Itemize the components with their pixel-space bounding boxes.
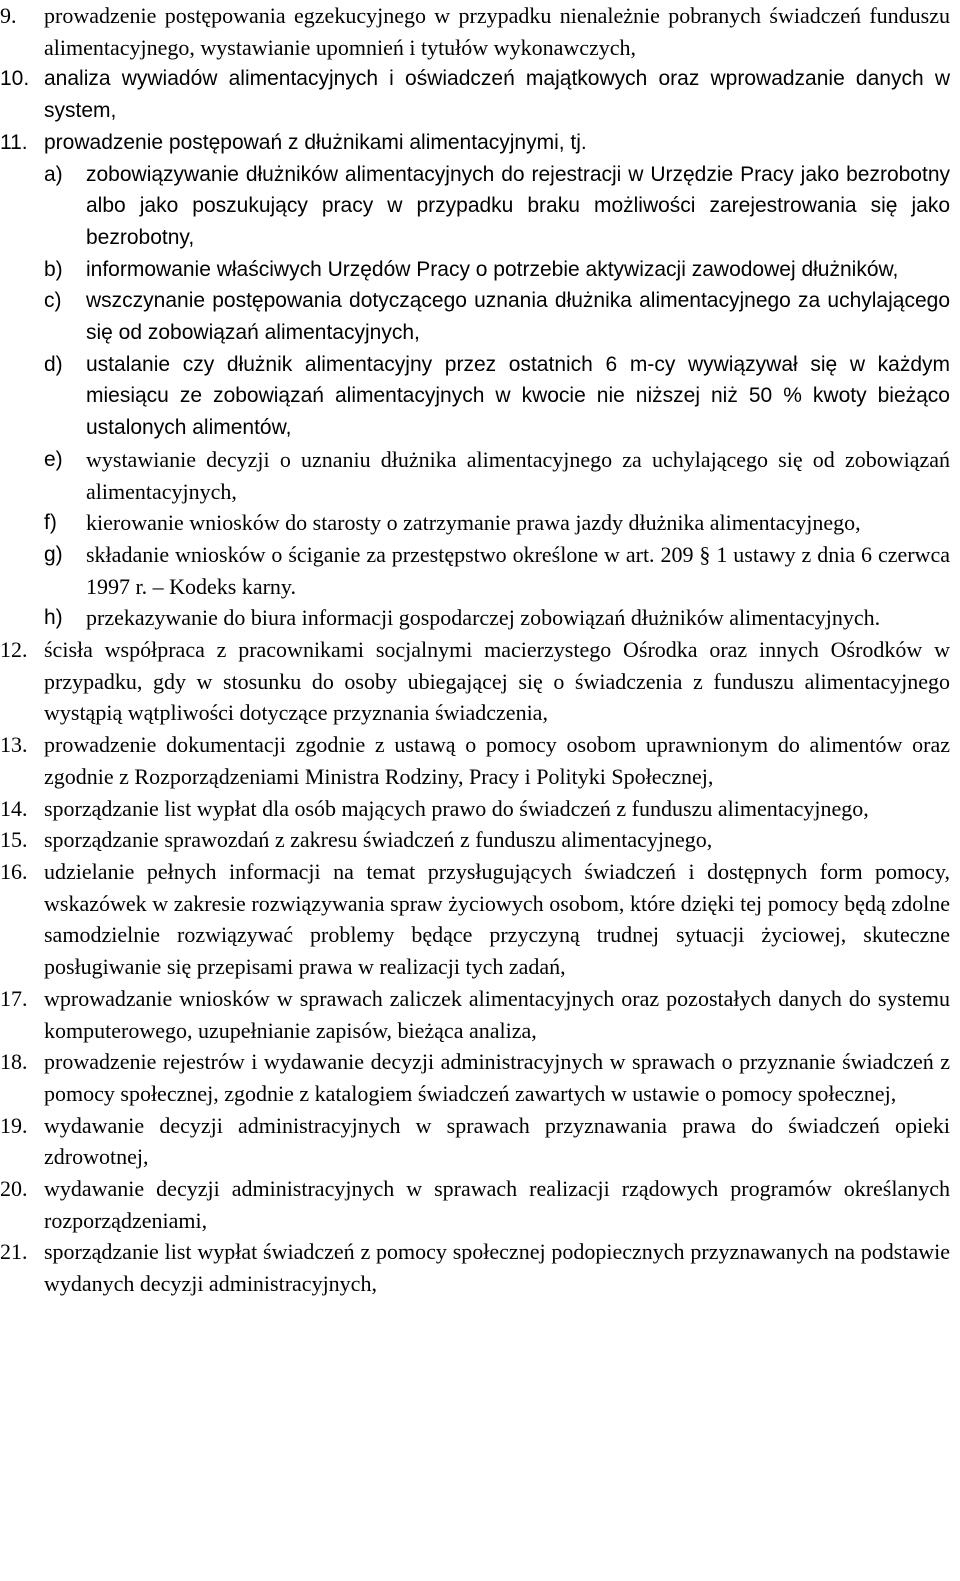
item-text: sporządzanie list wypłat świadczeń z pomocy społecznej podopiecznych przyznawanych na podstawie wydanych decyzji administracyjnych, <box>44 1239 950 1297</box>
item-text: wydawanie decyzji administracyjnych w sprawach realizacji rządowych programów określanych rozporządzeniami, <box>44 1176 950 1233</box>
item-text: prowadzenie rejestrów i wydawanie decyzji administracyjnych w sprawach o przyznanie świadczeń z pomocy społecznej, zgodnie z katalogiem świadczeń zawartych w ustawie o pomocy społecznej, <box>44 1049 950 1106</box>
sub-item-text: składanie wniosków o ściganie za przestępstwo określone w art. 209 § 1 ustawy z dnia 6 czerwca 1997 r. – Kodeks karny. <box>86 541 950 599</box>
sub-list-continued <box>44 444 950 634</box>
item-number: 21. <box>0 1239 28 1265</box>
item-number: 17. <box>0 985 28 1011</box>
item-text: wydawanie decyzji administracyjnych w sprawach przyznawania prawa do świadczeń opieki zdrowotnej, <box>44 1112 950 1170</box>
list-item-19 <box>0 1110 950 1173</box>
item-number: 19. <box>0 1112 28 1138</box>
sub-item-d <box>44 349 950 444</box>
sub-item-letter: d) <box>44 352 63 376</box>
sub-item-text: wszczynanie postępowania dotyczącego uznania dłużnika alimentacyjnego za uchylającego się od zobowiązań alimentacyjnych, <box>86 289 950 345</box>
list-item-13 <box>0 729 950 792</box>
sub-item-b <box>44 254 950 286</box>
item-text: ścisła współpraca z pracownikami socjalnymi macierzystego Ośrodka oraz innych Ośrodków w przypadku, gdy w stosunku do osoby ubiegającej się o świadczenia z funduszu alimentacyjnego wystąpią wątpliwości dotyczące przyznania świadczenia, <box>44 637 950 726</box>
item-number: 13. <box>0 732 28 758</box>
item-number: 16. <box>0 858 28 884</box>
sub-item-letter: f) <box>44 511 57 535</box>
sub-item-letter: g) <box>44 542 63 566</box>
sub-item-h <box>44 602 950 634</box>
item-number: 12. <box>0 637 28 663</box>
list-item-18 <box>0 1046 950 1109</box>
item-number: 10. <box>0 67 30 91</box>
item-text: analiza wywiadów alimentacyjnych i oświadczeń majątkowych oraz wprowadzanie danych w system, <box>44 67 950 123</box>
sub-item-letter: a) <box>44 162 63 186</box>
sub-item-letter: h) <box>44 606 63 630</box>
sub-item-e <box>44 444 950 507</box>
sub-item-c <box>44 285 950 348</box>
list-item-9 <box>0 0 950 63</box>
item-text: wprowadzanie wniosków w sprawach zaliczek alimentacyjnych oraz pozostałych danych do systemu komputerowego, uzupełnianie zapisów, bieżąca analiza, <box>44 985 950 1043</box>
sub-item-text: kierowanie wniosków do starosty o zatrzymanie prawa jazdy dłużnika alimentacyjnego, <box>86 510 861 536</box>
item-number: 18. <box>0 1049 28 1075</box>
item-number: 14. <box>0 795 28 821</box>
item-text: prowadzenie postępowań z dłużnikami alimentacyjnymi, tj. <box>44 130 587 154</box>
sub-item-text: informowanie właściwych Urzędów Pracy o potrzebie aktywizacji zawodowej dłużników, <box>86 257 899 281</box>
item-text: sporządzanie list wypłat dla osób mających prawo do świadczeń z funduszu alimentacyjnego, <box>44 795 869 821</box>
list-item-17 <box>0 983 950 1046</box>
item-text: prowadzenie postępowania egzekucyjnego w przypadku nienależnie pobranych świadczeń funduszu alimentacyjnego, wystawianie upomnień i tytułów wykonawczych, <box>44 3 950 60</box>
list-item-15 <box>0 824 950 856</box>
list-item-11 <box>0 127 950 634</box>
item-text: prowadzenie dokumentacji zgodnie z ustawą o pomocy osobom uprawnionym do alimentów oraz zgodnie z Rozporządzeniami Ministra Rodziny, Pracy i Polityki Społecznej, <box>44 732 950 789</box>
sub-item-letter: c) <box>44 289 62 313</box>
list-item-12 <box>0 634 950 729</box>
sub-item-letter: e) <box>44 447 63 471</box>
list-item-16 <box>0 856 950 983</box>
sub-item-letter: b) <box>44 257 63 281</box>
item-number: 20. <box>0 1176 28 1202</box>
sub-item-text: ustalanie czy dłużnik alimentacyjny przez ostatnich 6 m-cy wywiązywał się w każdym miesiącu ze zobowiązań alimentacyjnych w kwocie nie niższej niż 50 % kwoty bieżąco ustalonych alimentów, <box>86 352 950 440</box>
sub-item-text: zobowiązywanie dłużników alimentacyjnych do rejestracji w Urzędzie Pracy jako bezrobotny albo jako poszukujący pracy w przypadku braku możliwości zarejestrowania się jako bezrobotny, <box>86 162 950 249</box>
list-item-21 <box>0 1236 950 1299</box>
sub-item-text: przekazywanie do biura informacji gospodarczej zobowiązań dłużników alimentacyjnych. <box>86 605 881 631</box>
list-item-20 <box>0 1173 950 1236</box>
item-number: 15. <box>0 827 28 853</box>
sub-item-f <box>44 507 950 539</box>
item-text: udzielanie pełnych informacji na temat przysługujących świadczeń i dostępnych form pomocy, wskazówek w zakresie rozwiązywania spraw życiowych osobom, które dzięki tej pomocy będą zdolne samodzielnie rozwiązywać problemy będące przyczyną trudnej sytuacji życiowej, skuteczne posługiwanie się przepisami prawa w realizacji tych zadań, <box>44 858 950 980</box>
sub-item-text: wystawianie decyzji o uznaniu dłużnika alimentacyjnego za uchylającego się od zobowiązań alimentacyjnych, <box>86 446 950 504</box>
sub-item-g <box>44 539 950 602</box>
item-number: 9. <box>0 3 17 28</box>
sub-list <box>44 159 950 444</box>
sub-item-a <box>44 159 950 254</box>
list-item-14 <box>0 793 950 825</box>
list-item-10 <box>0 63 950 126</box>
item-text: sporządzanie sprawozdań z zakresu świadczeń z funduszu alimentacyjnego, <box>44 827 713 853</box>
item-number: 11. <box>0 130 28 154</box>
